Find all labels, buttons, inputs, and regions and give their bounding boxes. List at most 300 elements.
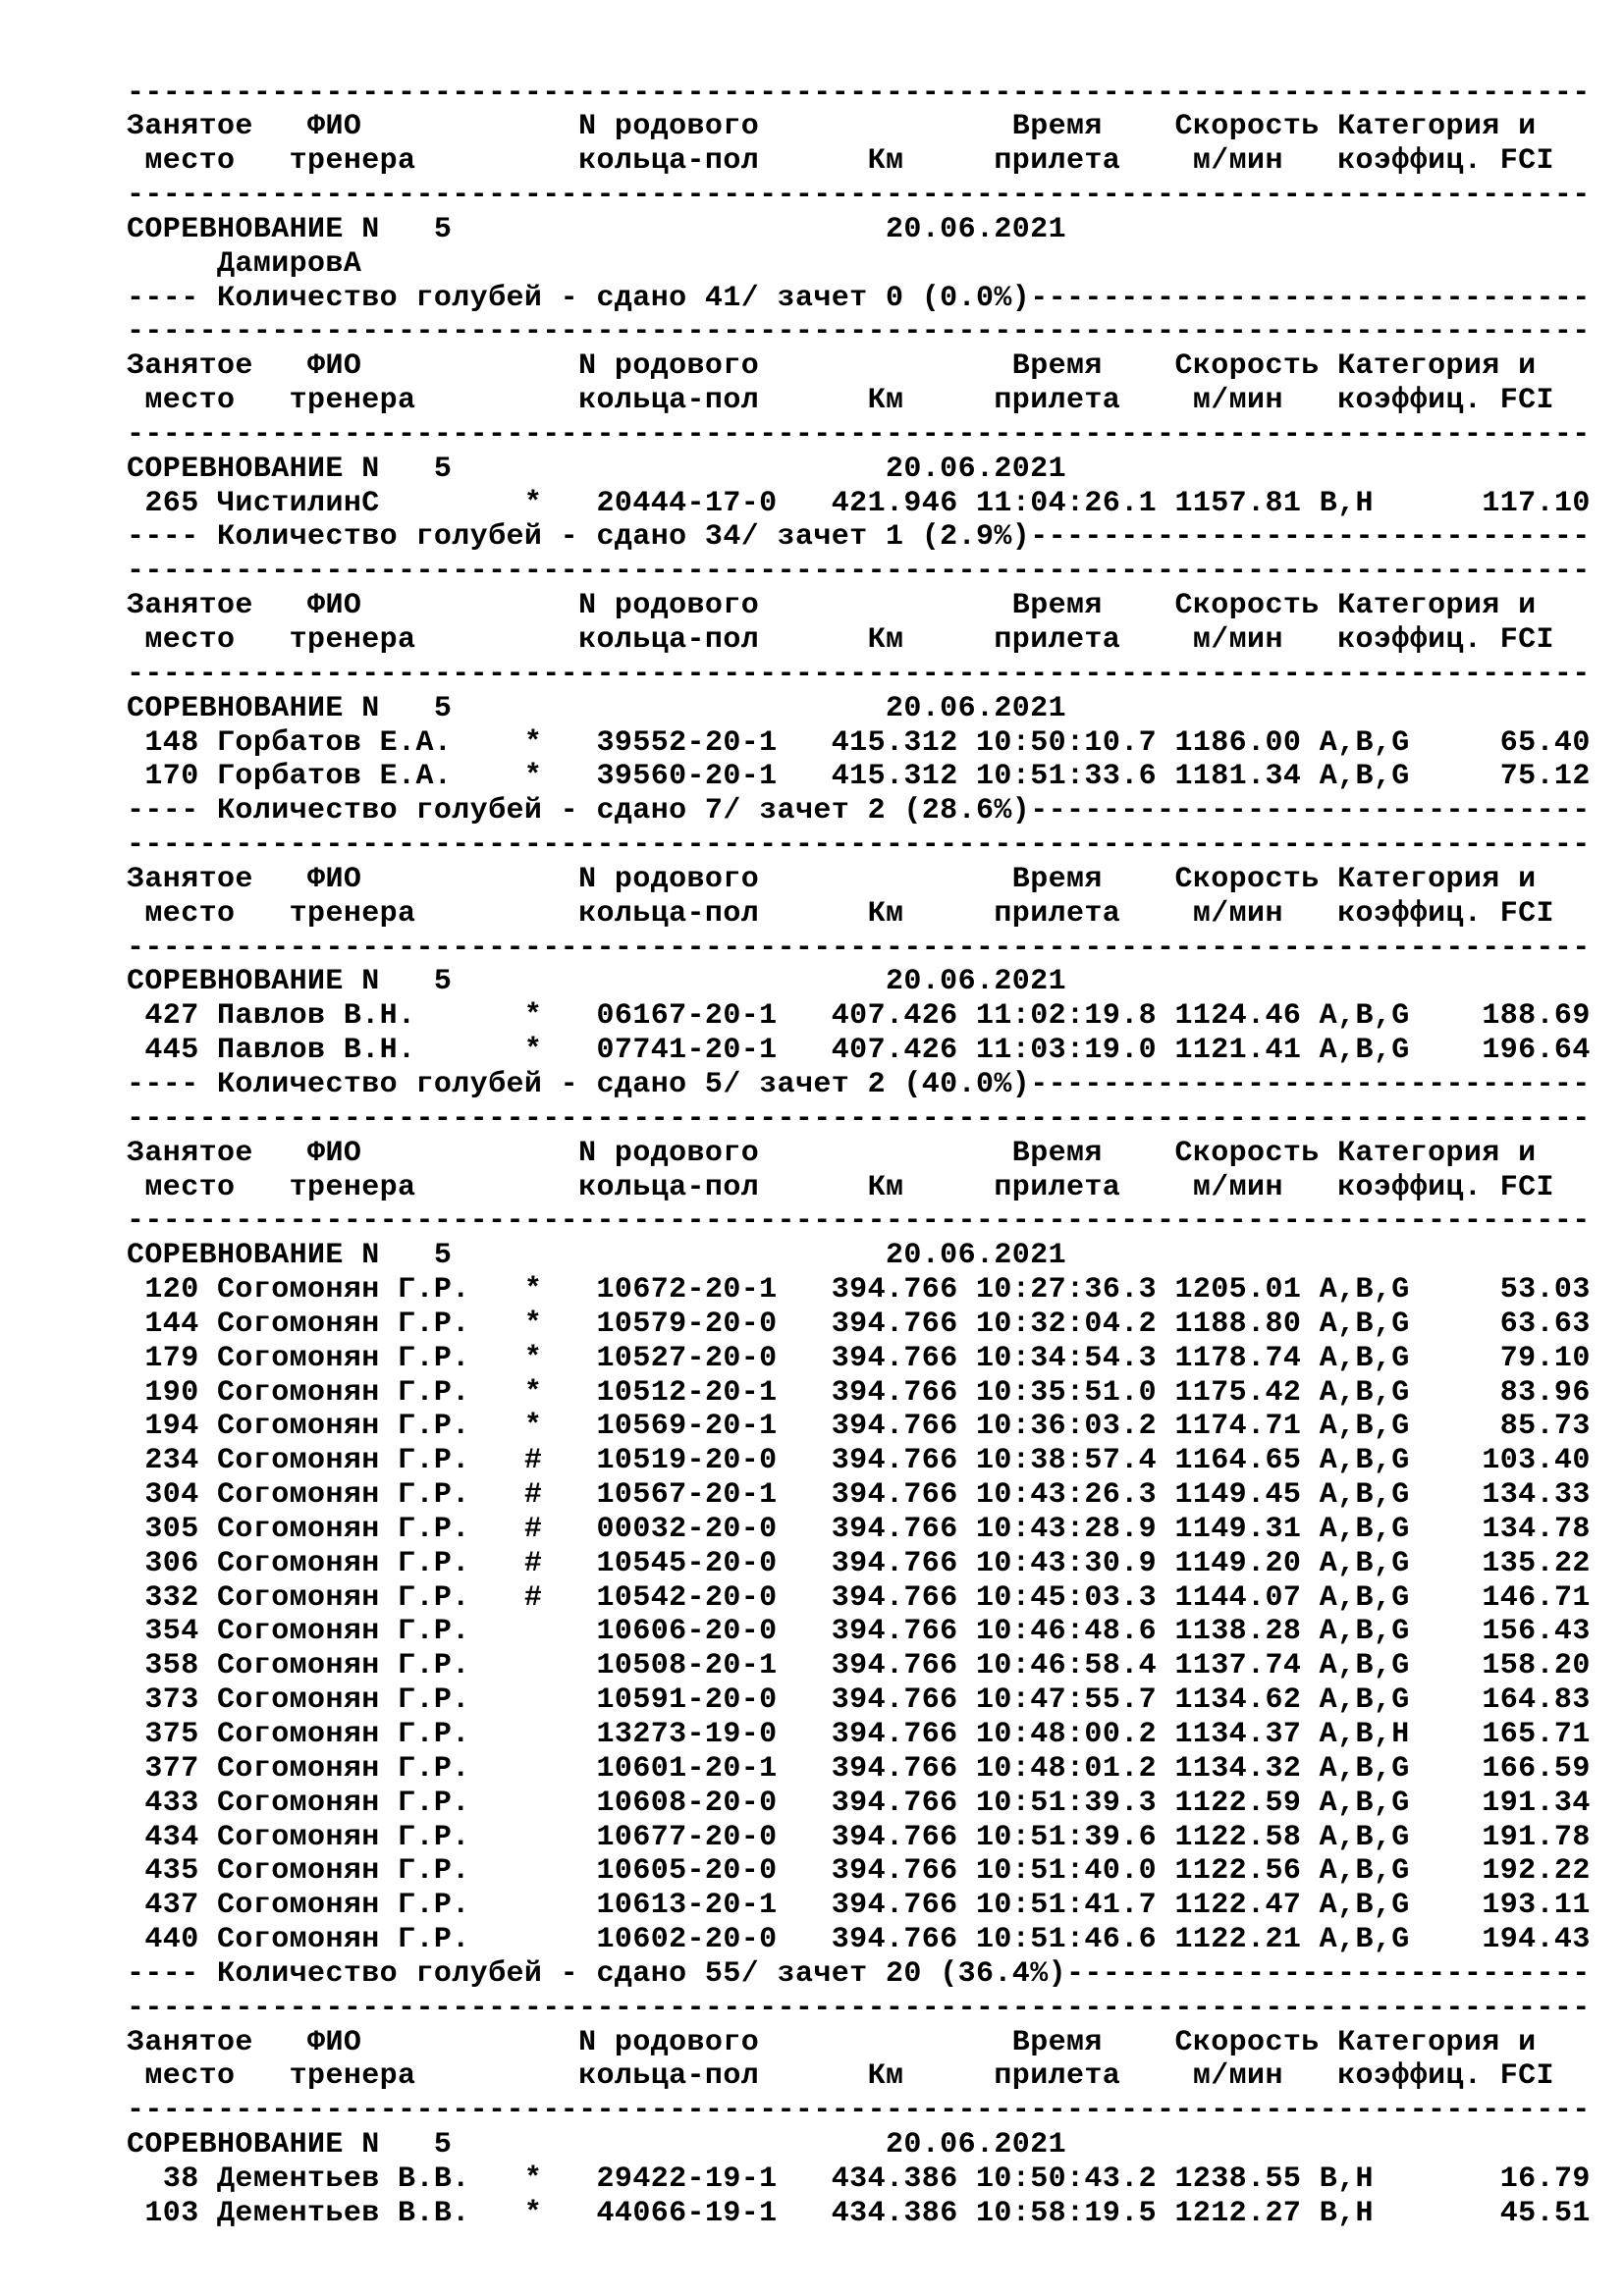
column-header-row [127, 863, 1599, 897]
row-place: 144 [144, 1307, 199, 1341]
summary-submitted-label: сдано [596, 281, 687, 315]
row-km: 394.766 [831, 1512, 958, 1546]
row-fci: 16.79 [1499, 2162, 1591, 2196]
column-header-row [127, 2059, 1599, 2094]
row-speed: 1122.59 [1174, 1786, 1302, 1820]
competition-label: СОРЕВНОВАНИЕ N [127, 691, 380, 725]
row-trainer: Согомонян Г.Р. [217, 1546, 470, 1580]
row-km: 394.766 [831, 1546, 958, 1580]
row-ring: 00032-20-0 [596, 1512, 778, 1546]
row-trainer: Дементьев В.В. [217, 2162, 470, 2196]
row-arrival: 10:46:58.4 [976, 1649, 1158, 1683]
column-header-distance-sub: Км [867, 384, 904, 418]
row-place: 179 [144, 1341, 199, 1375]
trainer-name: ДамировА [217, 246, 362, 281]
summary-label: Количество голубей - [217, 281, 579, 315]
row-fci: 63.63 [1499, 1307, 1591, 1341]
row-category: A,B,G [1319, 1649, 1410, 1683]
competition-number: 5 [433, 691, 453, 725]
row-fci: 146.71 [1482, 1580, 1591, 1615]
row-arrival: 10:32:04.2 [976, 1307, 1158, 1341]
row-arrival: 10:51:39.3 [976, 1786, 1158, 1820]
column-header-category-sub: коэффиц. FCI [1337, 623, 1554, 657]
table-row [127, 1718, 1599, 1752]
row-trainer: Согомонян Г.Р. [217, 1889, 470, 1923]
column-header-category-sub: коэффиц. FCI [1337, 1170, 1554, 1204]
row-trainer: Горбатов Е.А. [217, 725, 453, 760]
row-km: 394.766 [831, 1751, 958, 1786]
row-fci: 65.40 [1499, 725, 1591, 760]
column-header-place: Занятое [127, 1136, 253, 1170]
column-header-trainer: ФИО [307, 2025, 362, 2059]
summary-counted-label: зачет [759, 1067, 850, 1101]
row-ring: 10579-20-0 [596, 1307, 778, 1341]
row-mark: * [523, 760, 543, 794]
column-header-arrival: Время [1011, 349, 1103, 384]
row-km: 394.766 [831, 1444, 958, 1478]
column-header-distance-sub: Км [867, 144, 904, 179]
row-mark: * [523, 1375, 543, 1410]
row-ring: 10601-20-1 [596, 1751, 778, 1786]
summary-submitted-count: 5/ [704, 1067, 741, 1101]
row-place: 190 [144, 1375, 199, 1410]
row-ring: 39560-20-1 [596, 760, 778, 794]
column-header-arrival: Время [1011, 589, 1103, 623]
table-row [127, 1444, 1599, 1478]
column-header-row [127, 897, 1599, 932]
row-speed: 1205.01 [1174, 1273, 1302, 1308]
row-category: A,B,G [1319, 1512, 1410, 1546]
row-category: A,B,G [1319, 1307, 1410, 1341]
column-header-trainer: ФИО [307, 349, 362, 384]
row-fci: 194.43 [1482, 1923, 1591, 1957]
competition-label: СОРЕВНОВАНИЕ N [127, 452, 380, 486]
row-km: 394.766 [831, 1923, 958, 1957]
competition-line [127, 692, 1599, 726]
column-header-trainer-sub: тренера [289, 623, 416, 657]
row-km: 394.766 [831, 1341, 958, 1375]
row-arrival: 10:43:26.3 [976, 1478, 1158, 1513]
summary-rule-fill: ------------------------------- [1030, 1067, 1591, 1101]
table-row [127, 1649, 1599, 1683]
row-fci: 75.12 [1499, 760, 1591, 794]
row-km: 394.766 [831, 1478, 958, 1513]
column-header-trainer: ФИО [307, 589, 362, 623]
row-fci: 83.96 [1499, 1375, 1591, 1410]
row-arrival: 10:48:00.2 [976, 1718, 1158, 1751]
summary-counted-label: зачет [759, 794, 850, 828]
column-header-ring: N родового [578, 862, 760, 896]
rule-line: --------------------------------------------------------------------------------- [127, 1101, 1591, 1136]
column-header-trainer-sub: тренера [289, 384, 416, 418]
row-trainer: Согомонян Г.Р. [217, 1341, 470, 1375]
row-fci: 53.03 [1499, 1273, 1591, 1308]
row-mark: # [523, 1580, 543, 1615]
row-place: 332 [144, 1580, 199, 1615]
column-header-speed: Скорость [1174, 1136, 1320, 1170]
column-header-speed: Скорость [1174, 2025, 1320, 2059]
row-category: A,B,G [1319, 1854, 1410, 1889]
summary-submitted-count: 34/ [704, 520, 760, 555]
row-ring: 13273-19-0 [596, 1718, 778, 1751]
row-category: A,B,G [1319, 1751, 1410, 1786]
row-speed: 1134.62 [1174, 1683, 1302, 1718]
row-place: 38 [162, 2162, 199, 2196]
summary-line [127, 282, 1599, 316]
row-category: A,B,G [1319, 1375, 1410, 1410]
column-header-ring-sub: кольца-пол [578, 2059, 760, 2094]
summary-line [127, 794, 1599, 828]
row-mark: * [523, 1034, 543, 1068]
row-category: A,B,G [1319, 1786, 1410, 1820]
column-header-speed-sub: м/мин [1192, 896, 1283, 931]
row-place: 434 [144, 1820, 199, 1854]
summary-line [127, 1957, 1599, 1992]
row-place: 103 [144, 2196, 199, 2230]
row-km: 394.766 [831, 1410, 958, 1444]
summary-lead: ---- [127, 520, 199, 555]
column-header-ring-sub: кольца-пол [578, 384, 760, 418]
summary-lead: ---- [127, 794, 199, 828]
row-speed: 1149.45 [1174, 1478, 1302, 1513]
column-header-ring: N родового [578, 2025, 760, 2059]
row-speed: 1122.56 [1174, 1854, 1302, 1889]
row-km: 407.426 [831, 1034, 958, 1068]
row-km: 394.766 [831, 1375, 958, 1410]
row-arrival: 10:48:01.2 [976, 1751, 1158, 1786]
row-km: 421.946 [831, 486, 958, 520]
row-place: 354 [144, 1615, 199, 1649]
row-ring: 10613-20-1 [596, 1889, 778, 1923]
column-header-arrival-sub: прилета [994, 896, 1121, 931]
table-row [127, 1376, 1599, 1411]
row-trainer: Павлов В.Н. [217, 999, 416, 1034]
row-km: 394.766 [831, 1718, 958, 1751]
column-header-speed-sub: м/мин [1192, 623, 1283, 657]
summary-percent: (2.9%) [921, 520, 1031, 555]
row-ring: 07741-20-1 [596, 1034, 778, 1068]
table-row [127, 1683, 1599, 1718]
row-arrival: 10:34:54.3 [976, 1341, 1158, 1375]
column-header-place-sub: место [144, 384, 236, 418]
competition-label: СОРЕВНОВАНИЕ N [127, 1239, 380, 1273]
column-header-category: Категория и [1337, 589, 1537, 623]
row-place: 375 [144, 1718, 199, 1751]
column-header-ring: N родового [578, 349, 760, 384]
row-fci: 134.78 [1482, 1512, 1591, 1546]
row-speed: 1164.65 [1174, 1444, 1302, 1478]
row-trainer: Согомонян Г.Р. [217, 1683, 470, 1718]
column-header-place-sub: место [144, 144, 236, 179]
row-trainer: Согомонян Г.Р. [217, 1649, 470, 1683]
row-speed: 1134.32 [1174, 1751, 1302, 1786]
competition-line [127, 453, 1599, 487]
row-category: A,B,G [1319, 1410, 1410, 1444]
table-row [127, 1854, 1599, 1889]
table-row [127, 2197, 1599, 2231]
row-place: 234 [144, 1444, 199, 1478]
row-trainer: Дементьев В.В. [217, 2196, 470, 2230]
row-km: 415.312 [831, 725, 958, 760]
column-header-row [127, 623, 1599, 658]
column-header-speed-sub: м/мин [1192, 384, 1283, 418]
row-trainer: Павлов В.Н. [217, 1034, 416, 1068]
row-trainer: Согомонян Г.Р. [217, 1820, 470, 1854]
column-header-distance-sub: Км [867, 896, 904, 931]
summary-submitted-label: сдано [596, 794, 687, 828]
rule-line: --------------------------------------------------------------------------------- [127, 76, 1591, 110]
row-arrival: 10:51:39.6 [976, 1820, 1158, 1854]
column-header-trainer-sub: тренера [289, 1170, 416, 1204]
column-header-speed-sub: м/мин [1192, 2059, 1283, 2094]
row-category: A,B,G [1319, 725, 1410, 760]
row-fci: 188.69 [1482, 999, 1591, 1034]
competition-date: 20.06.2021 [885, 1239, 1066, 1273]
competition-date: 20.06.2021 [885, 691, 1066, 725]
row-speed: 1124.46 [1174, 999, 1302, 1034]
competition-date: 20.06.2021 [885, 965, 1066, 999]
summary-submitted-label: сдано [596, 1067, 687, 1101]
row-speed: 1212.27 [1174, 2196, 1302, 2230]
rule-line: --------------------------------------------------------------------------------- [127, 2094, 1591, 2128]
row-place: 373 [144, 1683, 199, 1718]
row-fci: 79.10 [1499, 1341, 1591, 1375]
summary-counted-count: 2 [867, 794, 886, 828]
row-place: 265 [144, 486, 199, 520]
row-mark: * [523, 1307, 543, 1341]
row-trainer: Согомонян Г.Р. [217, 1478, 470, 1513]
row-place: 440 [144, 1923, 199, 1957]
column-header-place: Занятое [127, 589, 253, 623]
row-place: 305 [144, 1512, 199, 1546]
summary-submitted-count: 7/ [704, 794, 741, 828]
row-mark: * [523, 725, 543, 760]
summary-percent: (40.0%) [903, 1067, 1031, 1101]
column-header-speed-sub: м/мин [1192, 144, 1283, 179]
column-header-speed: Скорость [1174, 862, 1320, 896]
row-arrival: 10:51:41.7 [976, 1889, 1158, 1923]
row-mark: * [523, 1273, 543, 1308]
trainer-line [127, 247, 1599, 282]
column-header-row [127, 110, 1599, 144]
table-row [127, 1752, 1599, 1787]
summary-submitted-count: 41/ [704, 281, 760, 315]
row-trainer: Согомонян Г.Р. [217, 1786, 470, 1820]
column-header-distance-sub: Км [867, 2059, 904, 2094]
column-header-category-sub: коэффиц. FCI [1337, 2059, 1554, 2094]
column-header-speed-sub: м/мин [1192, 1170, 1283, 1204]
row-speed: 1188.80 [1174, 1307, 1302, 1341]
row-mark: # [523, 1478, 543, 1513]
competition-date: 20.06.2021 [885, 212, 1066, 246]
column-header-ring: N родового [578, 589, 760, 623]
row-trainer: Согомонян Г.Р. [217, 1410, 470, 1444]
row-speed: 1178.74 [1174, 1341, 1302, 1375]
table-row [127, 1034, 1599, 1068]
table-row [127, 1273, 1599, 1308]
competition-label: СОРЕВНОВАНИЕ N [127, 965, 380, 999]
row-ring: 10605-20-0 [596, 1854, 778, 1889]
summary-label: Количество голубей - [217, 1956, 579, 1991]
row-ring: 10602-20-0 [596, 1923, 778, 1957]
row-arrival: 10:50:10.7 [976, 725, 1158, 760]
row-category: A,B,G [1319, 1820, 1410, 1854]
summary-lead: ---- [127, 1956, 199, 1991]
row-arrival: 11:04:26.1 [976, 486, 1158, 520]
summary-submitted-label: сдано [596, 1956, 687, 1991]
row-ring: 10672-20-1 [596, 1273, 778, 1308]
row-arrival: 10:43:30.9 [976, 1546, 1158, 1580]
summary-counted-count: 0 [885, 281, 904, 315]
competition-label: СОРЕВНОВАНИЕ N [127, 212, 380, 246]
column-header-row [127, 144, 1599, 179]
row-arrival: 10:47:55.7 [976, 1683, 1158, 1718]
row-mark: * [523, 1410, 543, 1444]
rule-line: --------------------------------------------------------------------------------- [127, 657, 1591, 691]
column-header-distance-sub: Км [867, 623, 904, 657]
row-trainer: Согомонян Г.Р. [217, 1718, 470, 1751]
column-header-category: Категория и [1337, 110, 1537, 144]
competition-label: СОРЕВНОВАНИЕ N [127, 2128, 380, 2163]
row-ring: 10545-20-0 [596, 1546, 778, 1580]
table-row [127, 726, 1599, 761]
row-ring: 10608-20-0 [596, 1786, 778, 1820]
rule-line: --------------------------------------------------------------------------------- [127, 179, 1591, 213]
column-header-ring: N родового [578, 110, 760, 144]
rule-line: --------------------------------------------------------------------------------- [127, 828, 1591, 863]
row-arrival: 10:38:57.4 [976, 1444, 1158, 1478]
column-header-ring: N родового [578, 1136, 760, 1170]
summary-rule-fill: ------------------------------- [1030, 281, 1591, 315]
row-km: 434.386 [831, 2162, 958, 2196]
rule-line: --------------------------------------------------------------------------------- [127, 1991, 1591, 2025]
row-speed: 1121.41 [1174, 1034, 1302, 1068]
row-arrival: 10:58:19.5 [976, 2196, 1158, 2230]
row-category: A,B,G [1319, 1683, 1410, 1718]
table-row [127, 1308, 1599, 1342]
row-speed: 1157.81 [1174, 486, 1302, 520]
row-mark: * [523, 999, 543, 1034]
row-speed: 1144.07 [1174, 1580, 1302, 1615]
table-row [127, 1342, 1599, 1376]
column-header-ring-sub: кольца-пол [578, 144, 760, 179]
column-header-arrival: Время [1011, 862, 1103, 896]
summary-counted-count: 2 [867, 1067, 886, 1101]
rule-line: --------------------------------------------------------------------------------- [127, 931, 1591, 965]
row-ring: 10512-20-1 [596, 1375, 778, 1410]
competition-number: 5 [433, 2128, 453, 2163]
row-trainer: Согомонян Г.Р. [217, 1512, 470, 1546]
row-mark: # [523, 1444, 543, 1478]
row-fci: 191.34 [1482, 1786, 1591, 1820]
column-header-category: Категория и [1337, 862, 1537, 896]
row-km: 394.766 [831, 1889, 958, 1923]
column-header-trainer-sub: тренера [289, 144, 416, 179]
row-speed: 1122.21 [1174, 1923, 1302, 1957]
column-header-category-sub: коэффиц. FCI [1337, 384, 1554, 418]
results-document [127, 77, 1599, 2231]
row-mark: # [523, 1546, 543, 1580]
table-row [127, 1547, 1599, 1581]
row-speed: 1186.00 [1174, 725, 1302, 760]
row-fci: 117.10 [1482, 486, 1591, 520]
column-header-category: Категория и [1337, 349, 1537, 384]
row-mark: * [523, 2162, 543, 2196]
column-header-row [127, 2026, 1599, 2060]
row-trainer: Горбатов Е.А. [217, 760, 453, 794]
row-mark: * [523, 2196, 543, 2230]
row-fci: 164.83 [1482, 1683, 1591, 1718]
row-arrival: 10:50:43.2 [976, 2162, 1158, 2196]
column-header-place-sub: место [144, 623, 236, 657]
row-speed: 1137.74 [1174, 1649, 1302, 1683]
column-header-distance-sub: Км [867, 1170, 904, 1204]
summary-counted-label: зачет [777, 281, 868, 315]
row-trainer: Согомонян Г.Р. [217, 1444, 470, 1478]
row-category: A,B,G [1319, 1889, 1410, 1923]
column-header-arrival: Время [1011, 1136, 1103, 1170]
row-category: A,B,G [1319, 1923, 1410, 1957]
row-ring: 06167-20-1 [596, 999, 778, 1034]
row-arrival: 10:45:03.3 [976, 1580, 1158, 1615]
row-ring: 10569-20-1 [596, 1410, 778, 1444]
summary-percent: (36.4%) [940, 1956, 1067, 1991]
competition-number: 5 [433, 965, 453, 999]
row-arrival: 10:46:48.6 [976, 1615, 1158, 1649]
row-km: 415.312 [831, 760, 958, 794]
competition-line [127, 213, 1599, 247]
summary-counted-count: 20 [885, 1956, 922, 1991]
row-speed: 1122.58 [1174, 1820, 1302, 1854]
row-category: A,B,G [1319, 1273, 1410, 1308]
row-trainer: Согомонян Г.Р. [217, 1580, 470, 1615]
column-header-speed: Скорость [1174, 589, 1320, 623]
row-category: A,B,G [1319, 760, 1410, 794]
row-mark: * [523, 1341, 543, 1375]
summary-rule-fill: ------------------------------- [1030, 520, 1591, 555]
row-ring: 10508-20-1 [596, 1649, 778, 1683]
summary-lead: ---- [127, 1067, 199, 1101]
summary-counted-count: 1 [885, 520, 904, 555]
row-place: 427 [144, 999, 199, 1034]
competition-line [127, 1239, 1599, 1273]
table-row [127, 2163, 1599, 2197]
table-row [127, 1889, 1599, 1923]
row-km: 394.766 [831, 1580, 958, 1615]
column-header-ring-sub: кольца-пол [578, 623, 760, 657]
column-header-place-sub: место [144, 1170, 236, 1204]
competition-line [127, 2128, 1599, 2163]
column-header-arrival-sub: прилета [994, 1170, 1121, 1204]
summary-line [127, 520, 1599, 555]
row-fci: 158.20 [1482, 1649, 1591, 1683]
row-ring: 10591-20-0 [596, 1683, 778, 1718]
row-speed: 1149.31 [1174, 1512, 1302, 1546]
column-header-row [127, 384, 1599, 418]
row-category: B,H [1319, 2162, 1374, 2196]
column-header-arrival: Время [1011, 110, 1103, 144]
row-km: 394.766 [831, 1649, 958, 1683]
column-header-trainer-sub: тренера [289, 2059, 416, 2094]
row-km: 434.386 [831, 2196, 958, 2230]
row-place: 306 [144, 1546, 199, 1580]
row-km: 394.766 [831, 1786, 958, 1820]
table-row [127, 1615, 1599, 1649]
table-row [127, 999, 1599, 1034]
row-fci: 165.71 [1482, 1718, 1591, 1751]
row-arrival: 11:03:19.0 [976, 1034, 1158, 1068]
summary-label: Количество голубей - [217, 794, 579, 828]
